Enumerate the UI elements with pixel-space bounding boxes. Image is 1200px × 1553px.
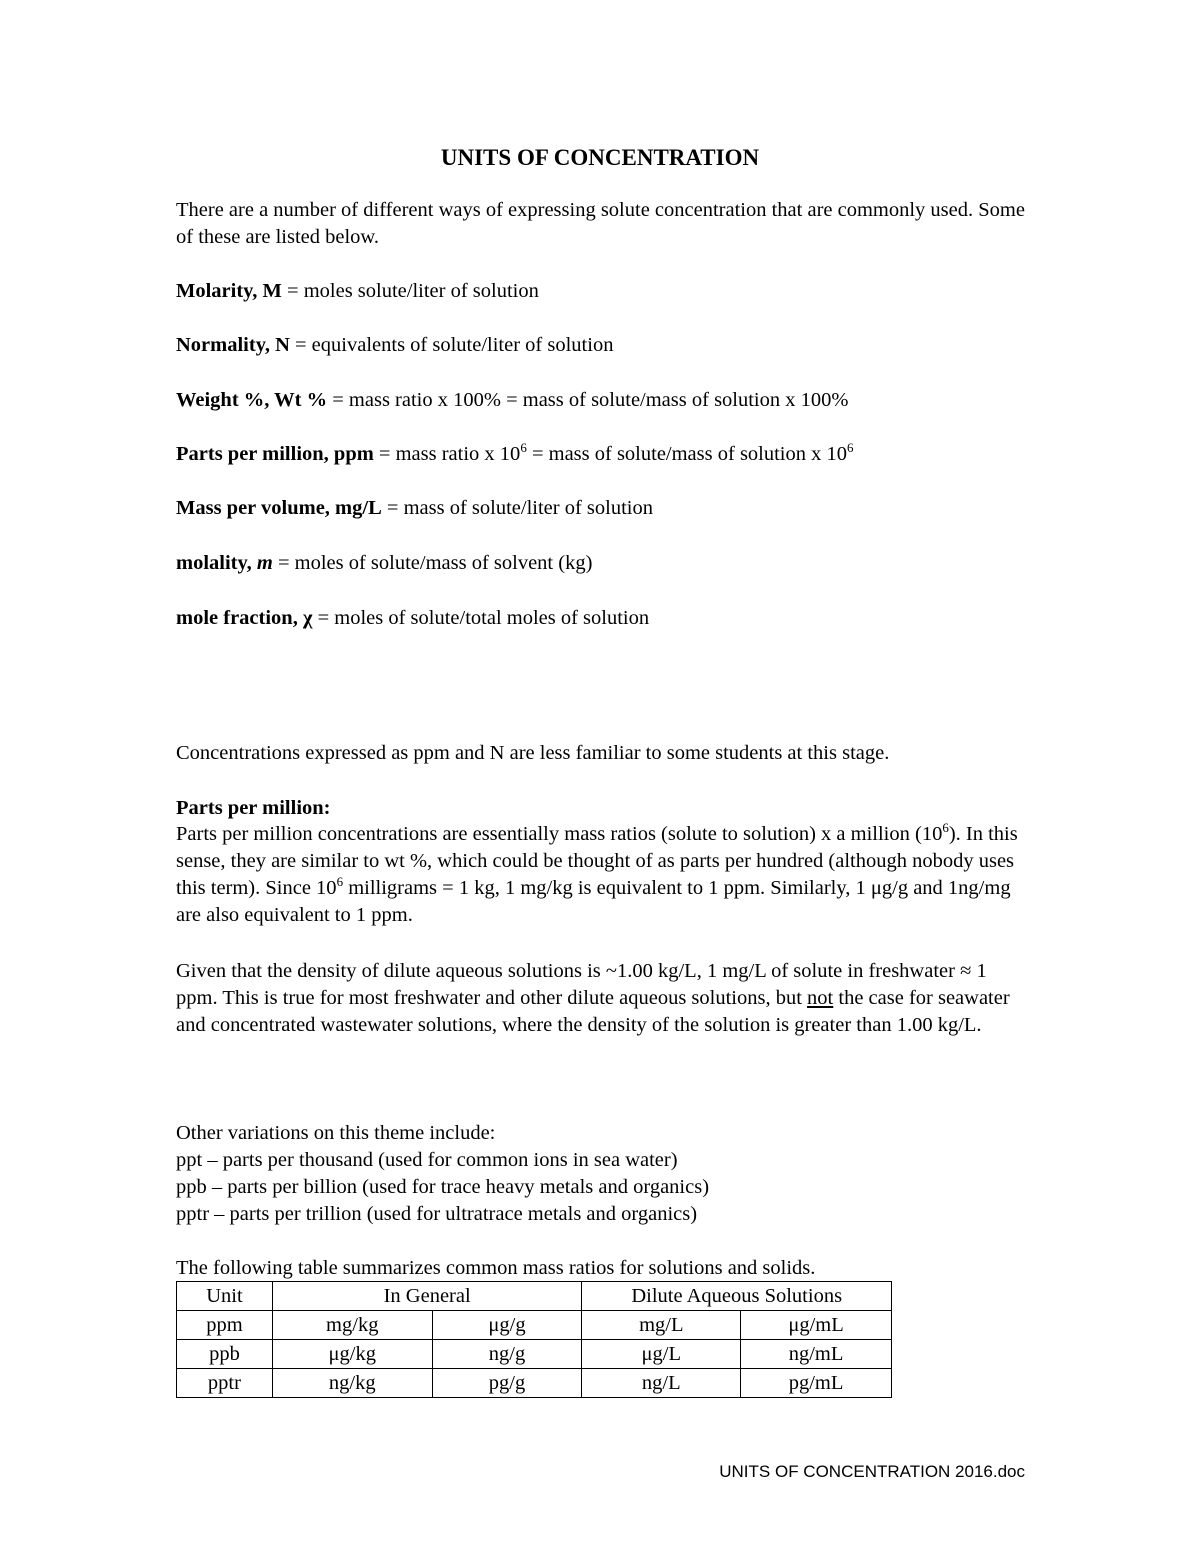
table-cell: ng/g — [432, 1340, 582, 1369]
table-row — [177, 1369, 892, 1398]
exponent: 6 — [520, 440, 527, 455]
definition-equation-cont: = mass of solute/mass of solution x 10 — [526, 443, 848, 465]
definition-term: Mass per volume, mg/L — [176, 497, 382, 519]
intro-paragraph: There are a number of different ways of expressing solute concentration that are commonly used. Some of these are listed below. — [176, 199, 1025, 248]
definition-normality — [176, 332, 1076, 359]
table-cell: mg/kg — [272, 1311, 432, 1340]
variations-list — [176, 1120, 1036, 1228]
table-caption: The following table summarizes common mass ratios for solutions and solids. — [176, 1257, 816, 1279]
table-header-cell: In General — [272, 1282, 582, 1311]
table-cell: ppb — [177, 1340, 273, 1369]
definition-molality — [176, 550, 1076, 577]
ppm-heading: Parts per million: — [176, 797, 331, 819]
table-cell: ppm — [177, 1311, 273, 1340]
definition-molarity — [176, 278, 1076, 305]
definition-term: molality, — [176, 552, 257, 574]
list-item: ppt – parts per thousand (used for common ions in sea water) — [176, 1149, 678, 1171]
definition-symbol: m — [256, 552, 273, 574]
definition-equation: = mass of solute/liter of solution — [381, 497, 653, 519]
table-cell: μg/L — [582, 1340, 741, 1369]
definition-term: Normality, N — [176, 334, 290, 356]
definition-term: Parts per million, ppm — [176, 443, 374, 465]
definition-equation: = moles of solute/mass of solvent (kg) — [272, 552, 593, 574]
definition-mass-per-volume — [176, 495, 1076, 522]
ppm-text: Parts per million concentrations are essentially mass ratios (solute to solution) x a million (10 — [176, 823, 943, 845]
table-row — [177, 1311, 892, 1340]
exponent: 6 — [942, 820, 949, 835]
list-item: pptr – parts per trillion (used for ultratrace metals and organics) — [176, 1203, 698, 1225]
ppm-text: milligrams = 1 kg, 1 mg/kg is equivalent to 1 ppm. Similarly, 1 μg/g and 1ng/mg are also equivalent to 1 ppm. — [176, 877, 1011, 926]
table-header-cell: Dilute Aqueous Solutions — [582, 1282, 892, 1311]
variations-intro: Other variations on this theme include: — [176, 1122, 496, 1144]
definition-equation: = mass ratio x 10 — [373, 443, 521, 465]
definition-mole-fraction — [176, 605, 1076, 632]
familiar-note: Concentrations expressed as ppm and N are less familiar to some students at this stage. — [176, 742, 890, 764]
ppm-text: the case for seawater and concentrated wastewater solutions, where the density of the solution is greater than 1.00 kg/L. — [176, 987, 1010, 1036]
ppm-text: ). In this sense, they are similar to wt %, which could be thought of as parts per hundred (although nobody uses this term). Since 10 — [176, 823, 1018, 899]
definition-equation: = moles solute/liter of solution — [281, 280, 539, 302]
exponent: 6 — [847, 440, 854, 455]
definition-equation: = moles of solute/total moles of solution — [312, 607, 650, 629]
table-cell: μg/kg — [272, 1340, 432, 1369]
definition-weight-percent — [176, 387, 1076, 414]
mass-ratio-table — [176, 1281, 892, 1398]
table-cell: pg/g — [432, 1369, 582, 1398]
table-cell: pptr — [177, 1369, 273, 1398]
definition-equation: = equivalents of solute/liter of solution — [289, 334, 614, 356]
page-title: UNITS OF CONCENTRATION — [440, 145, 760, 170]
table-cell: ng/mL — [741, 1340, 892, 1369]
definition-ppm — [176, 441, 1076, 468]
ppm-paragraph-2 — [176, 958, 1026, 1039]
table-cell: μg/mL — [741, 1311, 892, 1340]
list-item: ppb – parts per billion (used for trace heavy metals and organics) — [176, 1176, 710, 1198]
table-row — [177, 1340, 892, 1369]
definition-equation: = mass ratio x 100% = mass of solute/mass of solution x 100% — [327, 389, 849, 411]
table-cell: pg/mL — [741, 1369, 892, 1398]
table-header-cell: Unit — [177, 1282, 273, 1311]
table-cell: ng/kg — [272, 1369, 432, 1398]
definition-term: Molarity, M — [176, 280, 282, 302]
ppm-paragraph-1 — [176, 821, 1026, 929]
exponent: 6 — [336, 874, 344, 889]
definition-term: Weight %, Wt % — [176, 389, 328, 411]
table-cell: ng/L — [582, 1369, 741, 1398]
table-header-row — [177, 1282, 892, 1311]
table-cell: mg/L — [582, 1311, 741, 1340]
definition-symbol: χ — [302, 607, 313, 629]
ppm-text: Given that the density of dilute aqueous solutions is ~1.00 kg/L, 1 mg/L of solute in freshwater ≈ 1 ppm. This is true for most freshwater and other dilute aqueous solutions, but — [176, 960, 987, 1009]
definition-term: mole fraction, — [176, 607, 303, 629]
page-footer: UNITS OF CONCENTRATION 2016.doc — [719, 1462, 1025, 1481]
underlined-text: not — [807, 987, 834, 1009]
table-cell: μg/g — [432, 1311, 582, 1340]
